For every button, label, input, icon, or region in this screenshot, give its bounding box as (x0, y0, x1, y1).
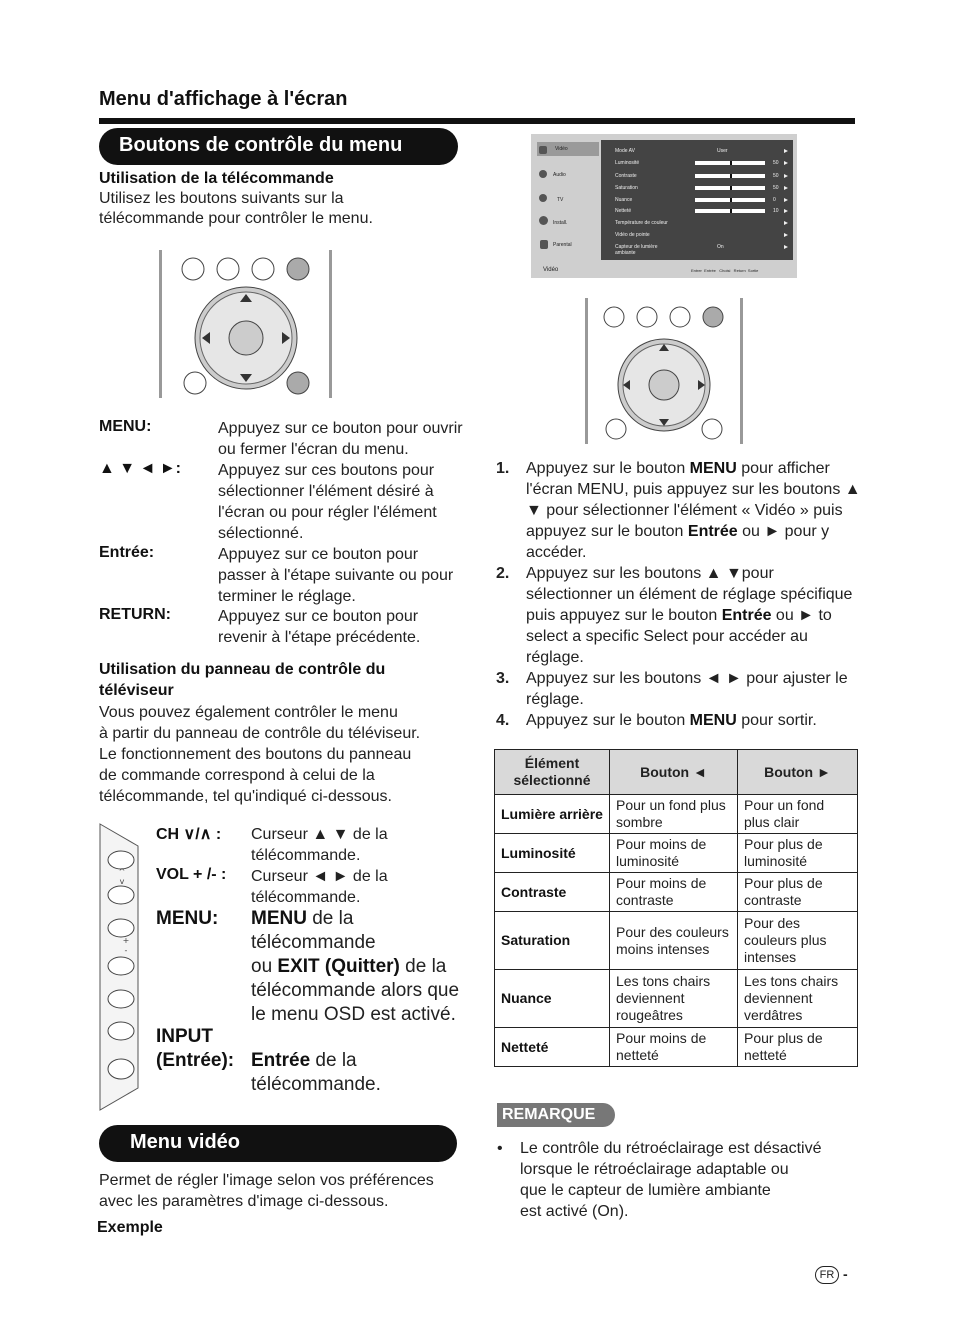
table-cell: Les tons chairs deviennent rougeâtres (610, 970, 738, 1028)
page-title: Menu d'affichage à l'écran (99, 88, 348, 110)
def-line: Appuyez sur ce bouton pour ouvrir (218, 420, 463, 437)
osd-slider (695, 186, 765, 190)
audio-icon (539, 170, 547, 178)
menu-desc (251, 907, 459, 1027)
table-cell: Pour moins de netteté (610, 1028, 738, 1067)
arrow-right-icon (784, 221, 788, 225)
input-term (156, 1025, 234, 1073)
input-term-2: (Entrée): (156, 1050, 235, 1071)
osd-sidebar (535, 138, 599, 258)
osd-row-label: Température de couleur (615, 220, 668, 226)
vol-desc (251, 866, 388, 908)
osd-slider-fill (730, 186, 732, 190)
panel-line: de commande correspond à celui de la (99, 767, 375, 784)
table-header: Bouton ◄ (610, 750, 738, 795)
ch-term: CH ∨/∧ : (156, 826, 222, 843)
section-title: Boutons de contrôle du menu (119, 134, 403, 156)
osd-side-item: Audio (553, 172, 566, 178)
step-number: 1. (496, 460, 510, 477)
osd-row-value: 0 (773, 197, 776, 203)
table-cell: Pour moins de luminosité (610, 834, 738, 873)
def-line: l'écran ou pour régler l'élément (218, 504, 437, 521)
table-cell: Pour moins de contraste (610, 873, 738, 912)
step-item (494, 710, 864, 731)
def-line: sélectionner l'élément désiré à (218, 483, 434, 500)
ch-desc (251, 824, 388, 866)
exit-key: EXIT (Quitter) (277, 956, 400, 977)
remote-control-illustration-2 (582, 296, 748, 446)
panel-text (99, 702, 420, 807)
vol-line2: télécommande. (251, 889, 361, 906)
video-text-1: Permet de régler l'image selon vos préférences (99, 1172, 434, 1189)
osd-side-item: Vidéo (555, 146, 568, 152)
osd-slider-fill (730, 209, 732, 213)
step-number: 2. (496, 565, 510, 582)
input-term-1: INPUT (156, 1026, 213, 1047)
step-item (494, 668, 864, 710)
table-row-label: Saturation (495, 912, 610, 970)
osd-row-label: Nuance (615, 197, 633, 203)
arrow-right-icon (784, 149, 788, 153)
osd-row-label: Vidéo de pointe (615, 232, 650, 238)
remote-heading: Utilisation de la télécommande (99, 170, 334, 187)
def-line: Appuyez sur ce bouton pour (218, 608, 419, 625)
def-line: Appuyez sur ce bouton pour (218, 546, 419, 563)
table-row-label: Contraste (495, 873, 610, 912)
osd-row-label: Netteté (615, 208, 632, 214)
remote-intro-1: Utilisez les boutons suivants sur la (99, 190, 344, 207)
panel-heading-2: téléviseur (99, 682, 174, 699)
entree-key: Entrée (251, 1050, 311, 1071)
arrow-right-icon (784, 186, 788, 190)
arrow-right-icon (784, 209, 788, 213)
menu-l3c: de la (399, 956, 447, 977)
osd-slider (695, 161, 765, 165)
svg-text:-: - (124, 946, 128, 955)
osd-row-value: 50 (773, 160, 779, 166)
osd-slider-fill (730, 198, 732, 202)
step-item (494, 458, 864, 563)
gear-icon (539, 216, 548, 225)
note-line: que le capteur de lumière ambiante (520, 1182, 771, 1199)
step-text: Entrée (687, 523, 738, 540)
step-item (494, 563, 864, 668)
def-line: sélectionné. (218, 525, 304, 542)
table-cell: Pour des couleurs plus intenses (738, 912, 858, 970)
osd-row-value: On (717, 244, 724, 250)
def-desc-menu (218, 418, 486, 460)
step-text: Appuyez sur les boutons ◄ ► pour ajuster le réglage. (526, 670, 848, 708)
note-line: est activé (On). (520, 1203, 629, 1220)
osd-row-label: Mode AV (615, 148, 635, 154)
tv-icon (539, 194, 547, 202)
table-row-label: Lumière arrière (495, 795, 610, 834)
osd-slider (695, 198, 765, 202)
step-text: pour afficher l'écran MENU, puis appuyez sur les boutons ▲ ▼ pour sélectionner l'élément « Vidéo » puis appuyez sur le bouton (526, 460, 861, 540)
step-text: Appuyez sur le bouton (526, 712, 690, 729)
def-line: terminer le réglage. (218, 588, 356, 605)
note-badge (497, 1103, 615, 1127)
osd-slider-fill (730, 174, 732, 178)
svg-text:^: ^ (118, 867, 126, 876)
remote-control-illustration (155, 246, 337, 402)
table-cell: Pour plus de luminosité (738, 834, 858, 873)
osd-slider-fill (730, 161, 732, 165)
osd-side-item: Install. (553, 220, 568, 226)
osd-row-label: Luminosité (615, 160, 640, 166)
vol-term: VOL + /- : (156, 866, 227, 883)
def-term-menu: MENU: (99, 418, 152, 435)
ch-suffix: de la (348, 826, 388, 843)
def-line: ou fermer l'écran du menu. (218, 441, 409, 458)
osd-screenshot (531, 134, 797, 278)
table-row-label: Nuance (495, 970, 610, 1028)
table-cell: Pour un fond plus clair (738, 795, 858, 834)
panel-line: télécommande, tel qu'indiqué ci-dessous. (99, 788, 392, 805)
def-line: Appuyez sur ces boutons pour (218, 462, 435, 479)
steps-list (494, 458, 864, 731)
page-dash: - (843, 1266, 848, 1282)
lock-icon (540, 240, 548, 249)
step-text: ou ► pour y accéder. (526, 523, 830, 561)
arrow-right-icon (784, 198, 788, 202)
osd-footer-hints: Entrer Entrée Choisi Return Sortie (691, 268, 759, 273)
input-l1: de la (310, 1050, 357, 1071)
menu-l1: de la (306, 908, 354, 929)
input-l2: télécommande. (251, 1074, 381, 1095)
menu-l3a: ou (251, 956, 278, 977)
menu-term: MENU: (156, 908, 219, 929)
step-text: Appuyez sur les boutons ▲ ▼pour sélectionner un élément de réglage spécifique puis appuyez sur le bouton (526, 565, 853, 624)
vol-cursor: Curseur ◄ ► (251, 868, 349, 885)
menu-l4: télécommande alors que (251, 980, 460, 1001)
osd-slider (695, 209, 765, 213)
remote-intro-2: télécommande pour contrôler le menu. (99, 210, 373, 227)
note-line: Le contrôle du rétroéclairage est désactivé (520, 1140, 822, 1157)
osd-footer-title: Vidéo (543, 267, 559, 273)
osd-row-value: 50 (773, 173, 779, 179)
note-bullet: • (497, 1140, 503, 1157)
table-row-label: Netteté (495, 1028, 610, 1067)
table-row (495, 834, 858, 873)
def-line: passer à l'étape suivante ou pour (218, 567, 454, 584)
section-header-menu-buttons (99, 128, 458, 165)
osd-row-value: 10 (773, 208, 779, 214)
settings-table (494, 749, 858, 1067)
step-text: MENU (689, 460, 737, 477)
title-rule (99, 118, 855, 124)
table-cell: Pour un fond plus sombre (610, 795, 738, 834)
section-header-video-menu (99, 1125, 457, 1162)
step-text: MENU (689, 712, 737, 729)
panel-line: Vous pouvez également contrôler le menu (99, 704, 398, 721)
arrow-right-icon (784, 161, 788, 165)
example-label: Exemple (97, 1219, 163, 1236)
def-desc-arrows (218, 460, 486, 544)
step-number: 4. (496, 712, 510, 729)
language-badge (815, 1266, 839, 1284)
table-cell: Pour des couleurs moins intenses (610, 912, 738, 970)
table-cell: Pour plus de contraste (738, 873, 858, 912)
menu-l5: le menu OSD est activé. (251, 1004, 456, 1025)
tv-panel-illustration (98, 822, 144, 1114)
panel-line: Le fonctionnement des boutons du panneau (99, 746, 412, 763)
step-number: 3. (496, 670, 510, 687)
osd-settings-panel (601, 140, 793, 260)
ch-line2: télécommande. (251, 847, 361, 864)
table-row (495, 873, 858, 912)
def-term-arrows: ▲ ▼ ◄ ►: (99, 460, 182, 477)
section-title: Menu vidéo (130, 1131, 241, 1153)
table-row (495, 795, 858, 834)
table-header-row (495, 750, 858, 795)
def-term-return: RETURN: (99, 606, 171, 623)
table-row-label: Luminosité (495, 834, 610, 873)
osd-row-label: Saturation (615, 185, 638, 191)
menu-key: MENU (251, 908, 307, 929)
def-line: revenir à l'étape précédente. (218, 629, 421, 646)
note-text (520, 1138, 822, 1222)
osd-side-item: TV (557, 197, 564, 203)
arrow-right-icon (784, 245, 788, 249)
svg-text:v: v (119, 877, 125, 886)
table-row (495, 970, 858, 1028)
note-label: REMARQUE (502, 1106, 596, 1123)
vol-suffix: de la (348, 868, 388, 885)
arrow-right-icon (784, 174, 788, 178)
table-row (495, 1028, 858, 1067)
osd-slider (695, 174, 765, 178)
step-text: Appuyez sur le bouton (526, 460, 690, 477)
arrow-right-icon (784, 233, 788, 237)
table-cell: Pour plus de netteté (738, 1028, 858, 1067)
def-desc-return (218, 606, 486, 648)
osd-row-value: User (717, 148, 728, 154)
osd-row-label: Contraste (615, 173, 637, 179)
panel-line: à partir du panneau de contrôle du téléviseur. (99, 725, 421, 742)
step-text: Entrée (721, 607, 772, 624)
def-desc-entree (218, 544, 486, 607)
step-text: ou ► to select a specific Select pour accéder au réglage. (526, 607, 832, 666)
osd-side-item: Parental (553, 242, 572, 248)
input-desc (251, 1049, 381, 1097)
menu-l2: télécommande (251, 932, 376, 953)
video-text-2: avec les paramètres d'image ci-dessous. (99, 1193, 389, 1210)
table-cell: Les tons chairs deviennent verdâtres (738, 970, 858, 1028)
def-term-entree: Entrée: (99, 544, 155, 561)
table-header: Bouton ► (738, 750, 858, 795)
language-code: FR (819, 1269, 835, 1281)
video-icon (539, 146, 547, 154)
osd-row-value: 50 (773, 185, 779, 191)
svg-text:+: + (122, 936, 130, 945)
table-row (495, 912, 858, 970)
panel-heading-1: Utilisation du panneau de contrôle du (99, 661, 386, 678)
step-text: pour sortir. (736, 712, 817, 729)
ch-cursor: Curseur ▲ ▼ (251, 826, 349, 843)
osd-row-label: Capteur de lumière ambiante (615, 244, 658, 256)
note-line: lorsque le rétroéclairage adaptable ou (520, 1161, 789, 1178)
table-header: Élément sélectionné (495, 750, 610, 795)
